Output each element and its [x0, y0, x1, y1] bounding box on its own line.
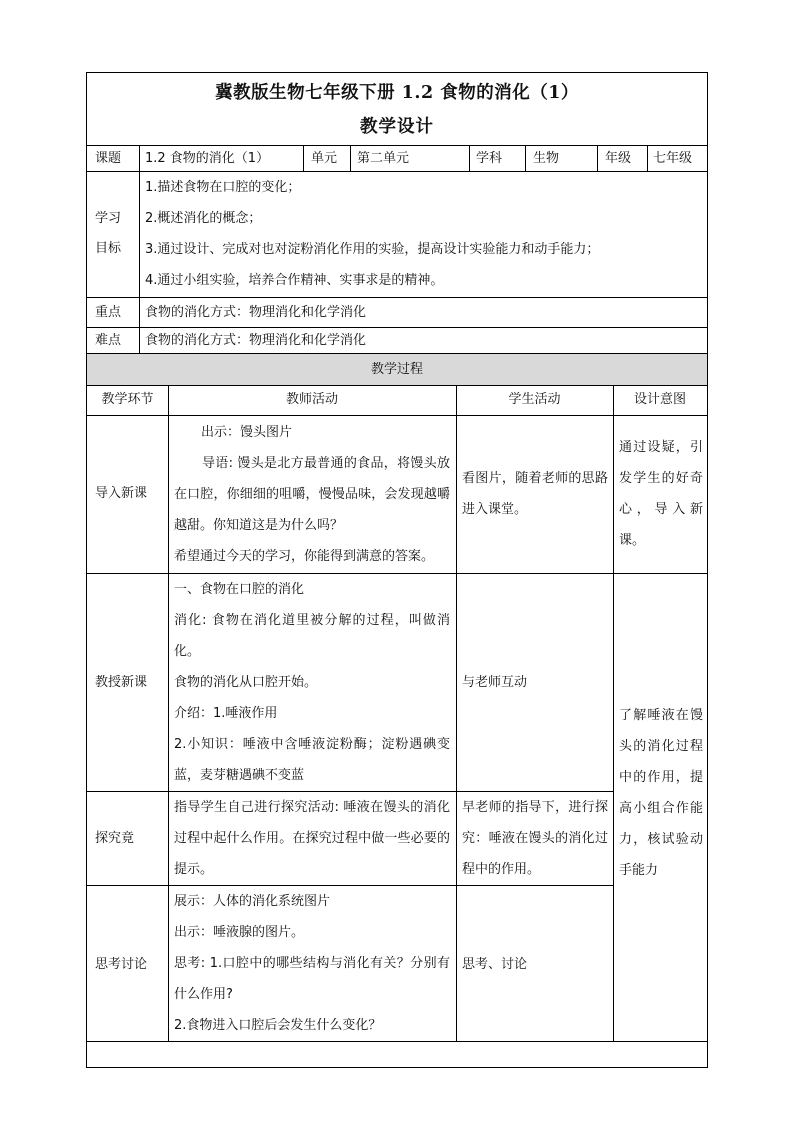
divider: [350, 145, 351, 171]
design-intent: 了解唾液在馒头的消化过程中的作用，提高小组合作能力，核试验动手能力: [619, 708, 703, 878]
divider: [613, 385, 614, 1041]
teacher-activity: 希望通过今天的学习，你能得到满意的答案。: [174, 549, 435, 564]
teacher-activity: 2.小知识：唾液中含唾液淀粉酶；淀粉遇碘变蓝，麦芽糖遇碘不变蓝: [174, 737, 450, 783]
key-point-label: 重点: [95, 305, 122, 320]
divider: [139, 145, 140, 171]
divider: [87, 885, 613, 886]
teacher-activity: 介绍：1.唾液作用: [174, 706, 278, 721]
difficult-point-value: 食物的消化方式：物理消化和化学消化: [145, 333, 367, 348]
teacher-activity: 2.食物进入口腔后会发生什么变化？: [174, 1018, 382, 1033]
stage-label: 教授新课: [95, 675, 148, 690]
column-header: 教学环节: [101, 392, 154, 407]
column-header: 学生活动: [508, 392, 561, 407]
teacher-activity: 思考: 1.口腔中的哪些结构与消化有关？分别有什么作用?: [174, 956, 450, 1002]
divider: [647, 145, 648, 171]
objectives-label: 学习: [95, 211, 122, 226]
column-header: 教师活动: [285, 392, 338, 407]
divider: [168, 385, 169, 1041]
subject-label: 学科: [476, 151, 503, 166]
subject-value: 生物: [533, 151, 560, 166]
document-subtitle: 教学设计: [360, 117, 434, 137]
student-activity: 与老师互动: [462, 675, 528, 690]
teacher-activity: 消化: 食物在消化道里被分解的过程，叫做消化。: [174, 613, 450, 659]
divider: [469, 145, 470, 171]
student-activity: 思考、讨论: [462, 957, 528, 972]
divider: [597, 145, 598, 171]
section-title: 教学过程: [370, 362, 423, 377]
teacher-activity: 导语: 馒头是北方最普通的食品，将馒头放在口腔，你细细的咀嚼，慢慢品味，会发现越嚼越甜。你知道这是为什么吗？: [174, 456, 450, 533]
objective-item: 2.概述消化的概念；: [145, 211, 262, 226]
topic-value: 1.2 食物的消化（1）: [145, 151, 270, 166]
divider: [525, 145, 526, 171]
stage-label: 导入新课: [95, 486, 148, 501]
student-activity: 看图片，随着老师的思路进入课堂。: [462, 471, 608, 517]
difficult-point-label: 难点: [95, 333, 122, 348]
objective-item: 1.描述食物在口腔的变化；: [145, 180, 301, 195]
unit-label: 单元: [311, 151, 338, 166]
unit-value: 第二单元: [357, 151, 410, 166]
lesson-plan-sheet: [86, 72, 708, 1068]
design-intent: 通过设疑，引发学生的好奇心，导入新课。: [619, 440, 703, 548]
stage-label: 思考讨论: [95, 957, 148, 972]
objective-item: 3.通过设计、完成对也对淀粉消化作用的实验，提高设计实验能力和动手能力；: [145, 242, 600, 257]
grade-value: 七年级: [653, 151, 693, 166]
teacher-activity: 指导学生自己进行探究活动: 唾液在馒头的消化过程中起什么作用。在探究过程中做一些必要的提示。: [174, 800, 450, 877]
divider: [87, 415, 707, 416]
column-header: 设计意图: [633, 392, 686, 407]
teacher-activity: 一、食物在口腔的消化: [174, 582, 305, 597]
topic-label: 课题: [95, 151, 122, 166]
teacher-activity: 出示：唾液腺的图片。: [174, 925, 305, 940]
document-title: 冀教版生物七年级下册 1.2 食物的消化（1）: [215, 83, 579, 103]
stage-label: 探究竟: [95, 831, 135, 846]
divider: [139, 171, 140, 353]
divider: [456, 385, 457, 1041]
teacher-activity: 展示：人体的消化系统图片: [174, 894, 331, 909]
divider: [87, 1041, 707, 1042]
key-point-value: 食物的消化方式：物理消化和化学消化: [145, 305, 367, 320]
objectives-label: 目标: [95, 241, 122, 256]
objective-item: 4.通过小组实验，培养合作精神、实事求是的精神。: [145, 273, 444, 288]
student-activity: 早老师的指导下，进行探究：唾液在馒头的消化过程中的作用。: [462, 800, 608, 877]
divider: [303, 145, 304, 171]
teacher-activity: 食物的消化从口腔开始。: [174, 675, 318, 690]
teacher-activity: 出示：馒头图片: [201, 425, 293, 440]
grade-label: 年级: [605, 151, 632, 166]
